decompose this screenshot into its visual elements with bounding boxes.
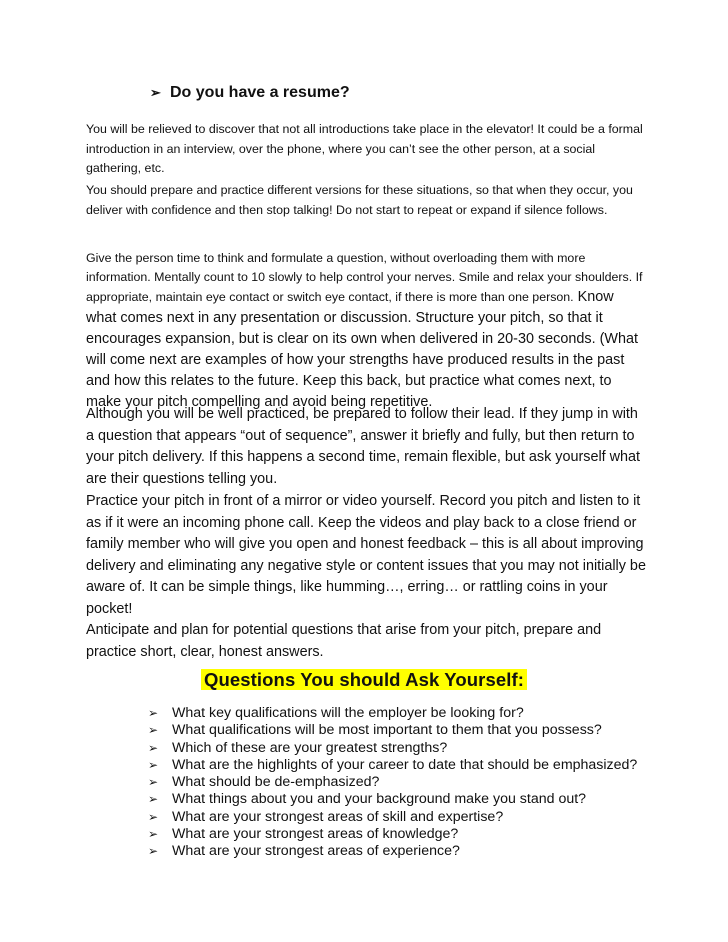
list-item-text: What are your strongest areas of experience? bbox=[172, 843, 460, 860]
list-item bbox=[148, 705, 637, 722]
paragraph-follow-lead: Although you will be well practiced, be prepared to follow their lead. If they jump in with a question that appears “out of sequence”, answer it briefly and fully, but then return to your pitch delivery. If this happens a second time, remain flexible, but ask yourself what are their questions telling you. bbox=[86, 406, 641, 487]
paragraph-anticipate: Anticipate and plan for potential questions that arise from your pitch, prepare and practice short, clear, honest answers. bbox=[86, 622, 602, 660]
questions-list bbox=[148, 705, 637, 861]
list-item bbox=[148, 843, 637, 860]
arrow-bullet-icon: ➢ bbox=[148, 740, 159, 755]
arrow-bullet-icon: ➢ bbox=[148, 792, 159, 807]
arrow-bullet-icon: ➢ bbox=[148, 827, 159, 842]
list-item-text: What are your strongest areas of knowledge? bbox=[172, 826, 459, 843]
list-item-text: What things about you and your background make you stand out? bbox=[172, 791, 587, 808]
list-item-text: What should be de-emphasized? bbox=[172, 774, 380, 791]
list-item bbox=[148, 757, 637, 774]
arrow-bullet-icon: ➢ bbox=[148, 775, 159, 790]
list-item-text: Which of these are your greatest strengths? bbox=[172, 739, 448, 756]
section-heading bbox=[150, 84, 350, 102]
arrow-bullet-icon: ➢ bbox=[148, 809, 159, 824]
list-item bbox=[148, 791, 637, 808]
paragraph-give-time bbox=[86, 249, 646, 413]
paragraph-give-time-large: Know what comes next in any presentation or discussion. Structure your pitch, so that it encourages expansion, but is clear on its own when delivered in 20-30 seconds. (What will come next are examples of how your strengths have produced results in the past and how this relates to the future. Keep this back, but practice what comes next, to make your pitch compelling and avoid being repetitive. bbox=[86, 289, 638, 410]
paragraph-practice-pitch: Practice your pitch in front of a mirror or video yourself. Record you pitch and listen to it as if it were an incoming phone call. Keep the videos and play back to a close friend or family member who will give you open and honest feedback – this is all about improving delivery and eliminating any negative style or content issues that you may not initially be aware of. It can be simple things, like humming…, erring… or rattling coins in your pocket! bbox=[86, 493, 646, 617]
questions-heading bbox=[0, 669, 728, 691]
arrow-bullet-icon: ➢ bbox=[150, 85, 161, 100]
paragraph-give-time-small: Give the person time to think and formulate a question, without overloading them with more information. Mentally count to 10 slowly to help control your nerves. Smile and relax your shoulders. If appropriate, maintain eye contact or switch eye contact, if there is more than one person. bbox=[86, 251, 643, 304]
list-item bbox=[148, 809, 637, 826]
list-item-text: What qualifications will be most important to them that you possess? bbox=[172, 722, 602, 739]
heading-text: Do you have a resume? bbox=[170, 84, 350, 101]
questions-heading-text: Questions You should Ask Yourself: bbox=[201, 669, 527, 690]
arrow-bullet-icon: ➢ bbox=[148, 706, 159, 720]
list-item-text: What key qualifications will the employer be looking for? bbox=[172, 705, 524, 721]
list-item bbox=[148, 722, 637, 739]
list-item-text: What are the highlights of your career to date that should be emphasized? bbox=[172, 756, 638, 773]
list-item-text: What are your strongest areas of skill and expertise? bbox=[172, 808, 504, 825]
list-item bbox=[148, 774, 637, 791]
list-item bbox=[148, 826, 637, 843]
arrow-bullet-icon: ➢ bbox=[148, 723, 159, 738]
arrow-bullet-icon: ➢ bbox=[148, 844, 159, 859]
arrow-bullet-icon: ➢ bbox=[148, 757, 159, 772]
list-item bbox=[148, 740, 637, 757]
paragraph-introductions: You will be relieved to discover that not all introductions take place in the elevator! It could be a formal introduction in an interview, over the phone, where you can’t see the other person, at a social gathering, etc. bbox=[86, 122, 643, 175]
paragraph-prepare-versions: You should prepare and practice different versions for these situations, so that when they occur, you deliver with confidence and then stop talking! Do not start to repeat or expand if silence follows. bbox=[86, 183, 633, 217]
